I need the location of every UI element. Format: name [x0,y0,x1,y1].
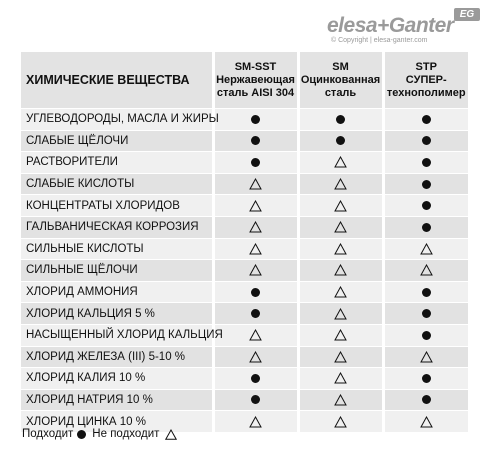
not-suitable-triangle-icon [249,178,262,190]
column-header-line: сталь AISI 304 [216,86,295,99]
copyright-text: © Copyright | elesa-ganter.com [331,37,428,44]
resistance-cell [213,281,298,303]
table-row [21,389,468,411]
column-header-line: SM [332,60,349,73]
substance-name: СЛАБЫЕ КИСЛОТЫ [21,173,213,195]
not-suitable-triangle-icon [334,156,347,168]
resistance-cell [383,238,468,260]
table-header-row [21,52,468,109]
legend [22,428,177,440]
resistance-cell [213,411,298,432]
suitable-dot-icon [251,288,260,297]
resistance-cell [298,303,383,325]
not-suitable-triangle-icon [334,286,347,298]
substance-name: ГАЛЬВАНИЧЕСКАЯ КОРРОЗИЯ [21,216,213,238]
brand-logo [327,8,482,48]
resistance-cell [213,368,298,390]
column-header-line: STP [415,60,437,73]
not-suitable-triangle-icon [249,416,262,428]
column-header-line: Оцинкованная [300,73,381,86]
resistance-cell [383,324,468,346]
suitable-dot-icon [422,309,431,318]
not-suitable-triangle-icon [334,351,347,363]
not-suitable-triangle-icon [420,351,433,363]
resistance-cell [383,346,468,368]
substance-name: СЛАБЫЕ ЩЁЛОЧИ [21,130,213,152]
substance-name: ХЛОРИД НАТРИЯ 10 % [21,389,213,411]
suitable-dot-icon [422,288,431,297]
table-row [21,368,468,390]
resistance-cell [213,324,298,346]
resistance-cell [383,260,468,282]
resistance-cell [213,260,298,282]
suitable-dot-icon [422,374,431,383]
resistance-cell [213,238,298,260]
not-suitable-triangle-icon [334,178,347,190]
table-row [21,281,468,303]
not-suitable-triangle-icon [420,243,433,255]
not-suitable-triangle-icon [249,243,262,255]
chemical-resistance-table [21,52,468,432]
not-suitable-triangle-icon [334,200,347,212]
not-suitable-triangle-icon [334,308,347,320]
substance-name: ХЛОРИД КАЛИЯ 10 % [21,368,213,390]
suitable-dot-icon [422,223,431,232]
substance-name: ХЛОРИД ЖЕЛЕЗА (III) 5-10 % [21,346,213,368]
brand-name: elesa+Ganter [327,14,454,37]
column-header-line: технополимер [386,86,466,99]
column-header-material [213,52,298,109]
suitable-dot-icon [422,115,431,124]
resistance-cell [383,195,468,217]
suitable-dot-icon [422,395,431,404]
resistance-cell [298,260,383,282]
not-suitable-triangle-icon [334,264,347,276]
table-row [21,109,468,131]
column-header-substances [21,52,213,109]
suitable-dot-icon [422,158,431,167]
resistance-cell [213,216,298,238]
suitable-dot-icon [422,180,431,189]
not-suitable-triangle-icon [249,264,262,276]
resistance-cell [213,195,298,217]
suitable-dot-icon [251,374,260,383]
column-header-line: Нержавеющая [216,73,295,86]
resistance-cell [383,303,468,325]
column-header-line: SM-SST [234,60,277,73]
not-suitable-triangle-icon [334,416,347,428]
table-row [21,195,468,217]
brand-badge: EG [454,8,480,21]
table-row [21,216,468,238]
substance-name: СИЛЬНЫЕ ЩЁЛОЧИ [21,260,213,282]
legend-not-suitable-label: Не подходит [92,428,160,440]
resistance-cell [213,303,298,325]
table-row [21,303,468,325]
resistance-cell [213,152,298,174]
resistance-cell [213,346,298,368]
resistance-cell [383,411,468,432]
resistance-cell [383,216,468,238]
resistance-cell [383,130,468,152]
substance-name: СИЛЬНЫЕ КИСЛОТЫ [21,238,213,260]
table-row [21,324,468,346]
suitable-dot-icon [251,136,260,145]
column-header-line: СУПЕР- [405,73,447,86]
not-suitable-triangle-icon [249,200,262,212]
suitable-dot-icon [422,201,431,210]
resistance-cell [298,195,383,217]
resistance-cell [298,109,383,131]
resistance-cell [383,368,468,390]
resistance-cell [298,238,383,260]
resistance-cell [383,152,468,174]
table-row [21,130,468,152]
resistance-cell [298,130,383,152]
resistance-cell [298,324,383,346]
substance-name: РАСТВОРИТЕЛИ [21,152,213,174]
resistance-cell [213,130,298,152]
resistance-cell [383,281,468,303]
resistance-cell [383,173,468,195]
not-suitable-triangle-icon [165,429,177,440]
substance-name: ХЛОРИД КАЛЬЦИЯ 5 % [21,303,213,325]
resistance-cell [298,281,383,303]
column-header-line: ХИМИЧЕСКИЕ ВЕЩЕСТВА [26,72,190,87]
suitable-dot-icon [336,115,345,124]
resistance-cell [213,109,298,131]
suitable-dot-icon [251,115,260,124]
resistance-cell [298,389,383,411]
resistance-cell [383,109,468,131]
resistance-cell [298,346,383,368]
resistance-cell [298,216,383,238]
not-suitable-triangle-icon [334,372,347,384]
suitable-dot-icon [251,395,260,404]
suitable-dot-icon [251,309,260,318]
not-suitable-triangle-icon [334,221,347,233]
not-suitable-triangle-icon [420,264,433,276]
resistance-cell [213,389,298,411]
suitable-dot-icon [422,136,431,145]
substance-name: ХЛОРИД АММОНИЯ [21,281,213,303]
not-suitable-triangle-icon [249,351,262,363]
column-header-material [383,52,468,109]
resistance-cell [383,389,468,411]
not-suitable-triangle-icon [249,329,262,341]
not-suitable-triangle-icon [420,416,433,428]
resistance-cell [298,411,383,432]
table-row [21,173,468,195]
resistance-cell [298,173,383,195]
column-header-material [298,52,383,109]
resistance-cell [213,173,298,195]
suitable-dot-icon [77,430,86,439]
suitable-dot-icon [251,158,260,167]
not-suitable-triangle-icon [334,243,347,255]
table-row [21,152,468,174]
not-suitable-triangle-icon [334,329,347,341]
substance-name: КОНЦЕНТРАТЫ ХЛОРИДОВ [21,195,213,217]
legend-suitable-label: Подходит [22,428,74,440]
table-row [21,260,468,282]
suitable-dot-icon [422,331,431,340]
table-row [21,346,468,368]
table-row [21,238,468,260]
substance-name: УГЛЕВОДОРОДЫ, МАСЛА И ЖИРЫ [21,109,213,131]
not-suitable-triangle-icon [334,394,347,406]
column-header-line: сталь [324,86,357,99]
substance-name: ХЛОРИД ЦИНКА 10 % [21,411,213,432]
substance-name: НАСЫЩЕННЫЙ ХЛОРИД КАЛЬЦИЯ [21,324,213,346]
resistance-cell [298,152,383,174]
resistance-cell [298,368,383,390]
not-suitable-triangle-icon [249,221,262,233]
suitable-dot-icon [336,136,345,145]
